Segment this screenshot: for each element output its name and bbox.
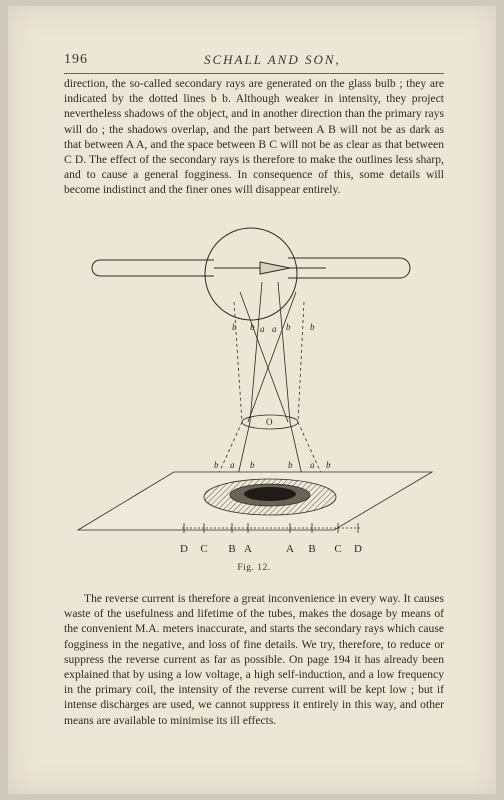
shadow-umbra (244, 487, 296, 501)
cathode-arm (92, 260, 214, 276)
scale-label: D (354, 543, 362, 555)
scale-label: C (334, 543, 342, 555)
primary-ray-right (278, 282, 290, 422)
secondary-ray-right (298, 302, 304, 422)
scale-labels (180, 543, 362, 555)
ray-label: b (288, 460, 293, 470)
rays (214, 282, 326, 484)
ray-label: a (230, 460, 235, 470)
xray-tube (92, 228, 410, 320)
page-header (64, 52, 444, 74)
ray-label: b (310, 322, 315, 332)
scale-label: A (286, 543, 294, 555)
figure-12 (64, 222, 444, 558)
secondary-ray-left (234, 302, 242, 422)
scale-label: C (200, 543, 208, 555)
scale-label: B (228, 543, 236, 555)
body-paragraph-2: The reverse current is therefore a great inconvenience in every way. It causes waste of the usefulness and lifetime of the tubes, makes the dosage by means of the convenient M.A. meters inaccurate, and starts the secondary rays which cause fogginess in the negative, and loss of fine details. We try, therefore, to reduce or suppress the reverse current as far as possible. On page 194 it has already been explained that by using a low voltage, a high self-induction, and a low frequency in the primary coil, the intensity of the reverse current will be kept low ; but if intense discharges are used, we cannot suppress it entirely in this way, and other means are available to minimise its ill effects. (64, 592, 444, 727)
ray-label: b (250, 460, 255, 470)
ray-label: a (260, 324, 265, 334)
anticathode (260, 262, 290, 274)
scale-label: B (308, 543, 316, 555)
ray-label: b (250, 322, 255, 332)
ray-label: a (272, 324, 277, 334)
header-rule (64, 73, 444, 74)
body-paragraph-1: direction, the so-called secondary rays are generated on the glass bulb ; they are indicated by the dotted lines b b. Although weaker in intensity, they project nevertheless shadows of the object, and in another direction than the primary rays will do ; the shadows overlap, and the part between A B will not be as dark as that between A A, and the space between B C will not be as clear as that between C D. The effect of the secondary rays is therefore to make the outlines less sharp, and to cause a general fogginess. In consequence of this, some details will become indistinct and the finer ones will disappear entirely. (64, 77, 444, 197)
page-number: 196 (64, 52, 88, 67)
xray-tube-diagram (64, 222, 444, 558)
ray-label: b (286, 322, 291, 332)
ray-label: a (310, 460, 315, 470)
running-head: SCHALL AND SON, (204, 52, 341, 67)
glass-bulb (205, 228, 297, 320)
ray-label: b (214, 460, 219, 470)
ray-labels-lower (214, 460, 331, 470)
object-label: O (266, 417, 273, 427)
ray-label: b (232, 322, 237, 332)
figure-caption: Fig. 12. (237, 563, 271, 573)
scale-label: D (180, 543, 188, 555)
scale-label: A (244, 543, 252, 555)
ray-label: b (326, 460, 331, 470)
